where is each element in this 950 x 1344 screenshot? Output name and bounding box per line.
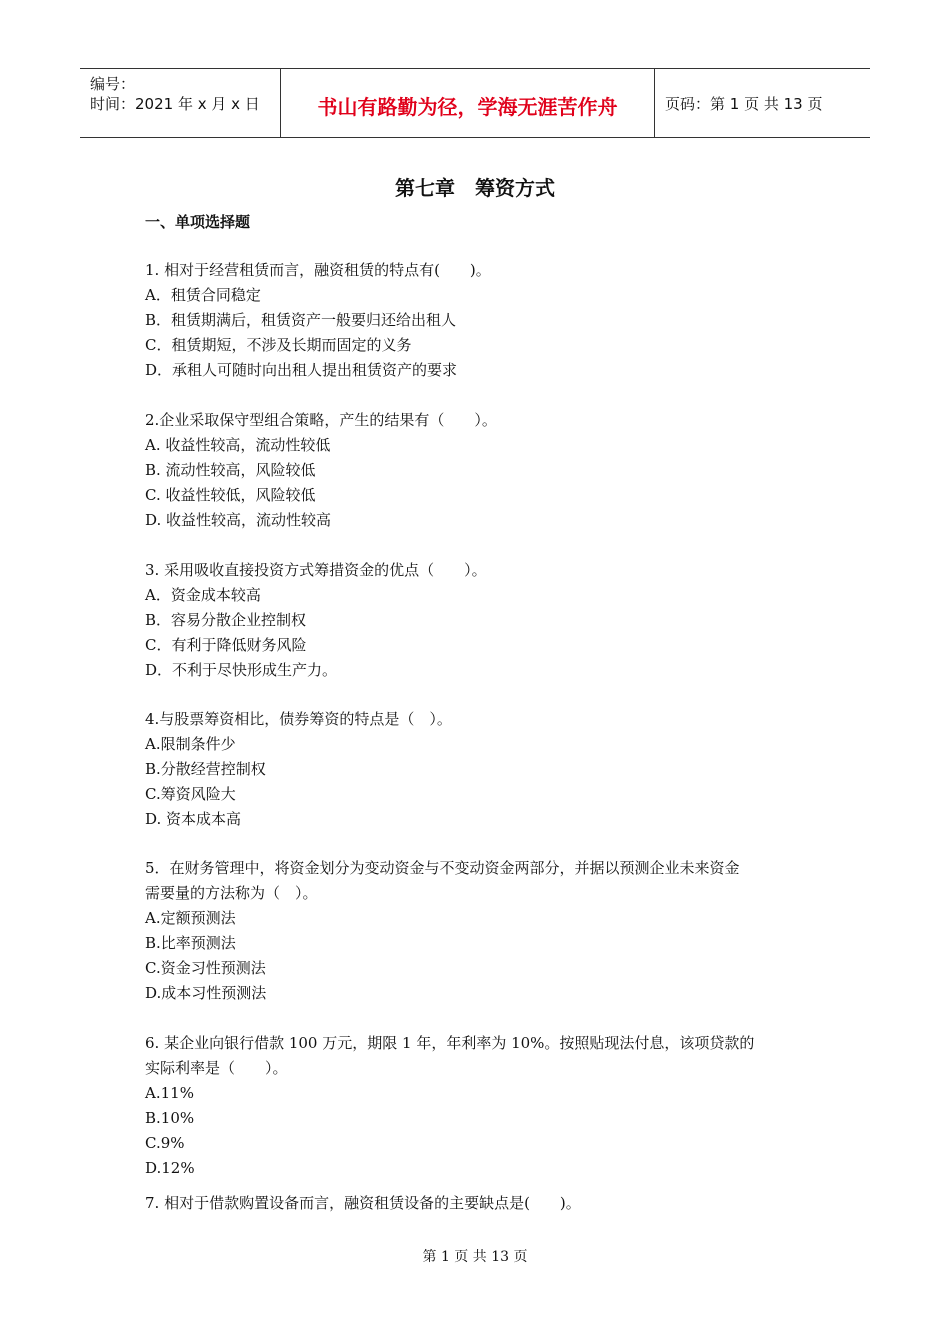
answer-option: B．租赁期满后，租赁资产一般要归还给出租人 (145, 311, 457, 329)
answer-option: C.9% (145, 1134, 185, 1152)
question-stem: 3. 采用吸收直接投资方式筹措资金的优点（ ）。 (145, 561, 487, 579)
chapter-title: 第七章 筹资方式 (395, 176, 555, 200)
answer-option: A.11% (145, 1084, 194, 1102)
question-stem: 6. 某企业向银行借款 100 万元，期限 1 年，年利率为 10%。按照贴现法付息，该项贷款的 (145, 1034, 755, 1052)
page-footer: 第 1 页 共 13 页 (422, 1249, 528, 1265)
answer-option: D．不利于尽快形成生产力。 (145, 661, 338, 679)
section-heading: 一、单项选择题 (145, 213, 251, 231)
question-stem: 需要量的方法称为（ ）。 (145, 884, 318, 902)
question-stem: 7. 相对于借款购置设备而言，融资租赁设备的主要缺点是( )。 (145, 1194, 581, 1212)
answer-option: C.筹资风险大 (145, 785, 236, 803)
answer-option: C．租赁期短，不涉及长期而固定的义务 (145, 336, 412, 354)
answer-option: C．有利于降低财务风险 (145, 636, 307, 654)
number-label: 编号： (90, 75, 136, 93)
answer-option: A. 收益性较高，流动性较低 (145, 436, 331, 454)
answer-option: D.成本习性预测法 (145, 984, 267, 1002)
answer-option: B．容易分散企业控制权 (145, 611, 307, 629)
question-stem: 2.企业采取保守型组合策略，产生的结果有（ ）。 (145, 411, 497, 429)
header-page-cell (655, 69, 870, 137)
answer-option: D．承租人可随时向出租人提出租赁资产的要求 (145, 361, 458, 379)
header-motto-cell (281, 69, 655, 137)
answer-option: B.分散经营控制权 (145, 760, 266, 778)
motto: 书山有路勤为径，学海无涯苦作舟 (317, 95, 618, 119)
answer-option: A.定额预测法 (145, 909, 236, 927)
page-info: 页码：第 1 页 共 13 页 (665, 95, 823, 113)
answer-option: D. 收益性较高，流动性较高 (145, 511, 332, 529)
answer-option: A．资金成本较高 (145, 586, 261, 604)
answer-option: B.10% (145, 1109, 195, 1127)
question-stem: 4.与股票筹资相比，债券筹资的特点是（ ）。 (145, 710, 452, 728)
answer-option: B. 流动性较高，风险较低 (145, 461, 316, 479)
answer-option: C. 收益性较低，风险较低 (145, 486, 316, 504)
question-stem: 5．在财务管理中，将资金划分为变动资金与不变动资金两部分，并据以预测企业未来资金 (145, 859, 740, 877)
answer-option: C.资金习性预测法 (145, 959, 266, 977)
time-label: 时间：2021 年 x 月 x 日 (90, 95, 260, 113)
answer-option: A.限制条件少 (145, 735, 236, 753)
answer-option: D. 资本成本高 (145, 810, 242, 828)
answer-option: A．租赁合同稳定 (145, 286, 261, 304)
header-meta-cell (80, 69, 281, 137)
answer-option: B.比率预测法 (145, 934, 236, 952)
document-header (80, 68, 870, 138)
answer-option: D.12% (145, 1159, 195, 1177)
question-stem: 实际利率是（ ）。 (145, 1059, 288, 1077)
question-stem: 1. 相对于经营租赁而言，融资租赁的特点有( )。 (145, 261, 491, 279)
